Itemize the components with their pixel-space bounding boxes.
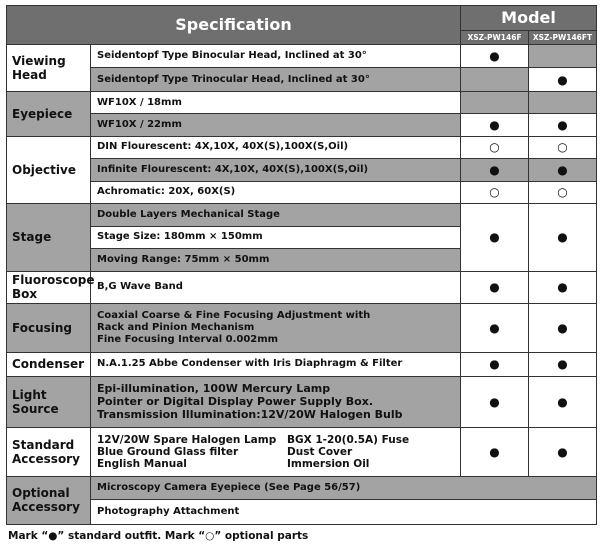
mark-achromatic-model1: ○ [461,181,529,203]
category-eyepiece: Eyepiece [7,91,91,136]
spec-condenser: N.A.1.25 Abbe Condenser with Iris Diaphragm & Filter [91,353,461,376]
category-fluoroscope-box: Fluoroscope Box [7,271,91,304]
mark-stage-model1: ● [461,204,529,271]
mark-eyepiece18-model2 [529,91,597,113]
category-focusing: Focusing [7,304,91,353]
accessory-left-2: Blue Ground Glass filter [97,445,239,458]
category-standard-accessory: Standard Accessory [7,427,91,476]
accessory-right-3: Immersion Oil [287,457,370,470]
category-viewing-head: Viewing Head [7,44,91,91]
focusing-line-2: Rack and Pinion Mechanism [97,322,255,334]
mark-din-model2: ○ [529,136,597,158]
mark-focusing-model1: ● [461,304,529,353]
mark-fluoroscope-model1: ● [461,271,529,304]
model-header: Model [461,6,597,31]
accessory-right-1: BGX 1-20(0.5A) Fuse [287,433,410,446]
mark-stage-model2: ● [529,204,597,271]
mark-light-model1: ● [461,376,529,427]
mark-binocular-model2 [529,44,597,67]
spec-standard-accessory [91,427,461,476]
mark-din-model1: ○ [461,136,529,158]
light-line-1: Epi-illumination, 100W Mercury Lamp [97,382,331,396]
spec-camera-eyepiece: Microscopy Camera Eyepiece (See Page 56/57) [91,476,597,499]
spec-trinocular-head: Seidentopf Type Trinocular Head, Inclined at 30° [91,68,461,91]
spec-light-source [91,376,461,427]
light-line-3: Transmission Illumination:12V/20W Halogen Bulb [97,408,403,422]
spec-eyepiece-22mm: WF10X / 22mm [91,114,461,136]
mark-infinite-model2: ● [529,159,597,181]
spec-moving-range: Moving Range: 75mm × 50mm [91,249,461,271]
spec-double-layers-stage: Double Layers Mechanical Stage [91,204,461,226]
mark-standard-model2: ● [529,427,597,476]
mark-condenser-model2: ● [529,353,597,376]
spec-achromatic: Achromatic: 20X, 60X(S) [91,181,461,203]
spec-eyepiece-18mm: WF10X / 18mm [91,91,461,113]
mark-achromatic-model2: ○ [529,181,597,203]
accessory-left-1: 12V/20W Spare Halogen Lamp [97,433,277,446]
spec-stage-size: Stage Size: 180mm × 150mm [91,226,461,248]
mark-condenser-model1: ● [461,353,529,376]
legend-note: Mark “●” standard outfit. Mark “○” optional parts [8,530,309,542]
mark-binocular-model1: ● [461,44,529,67]
mark-infinite-model1: ● [461,159,529,181]
category-stage: Stage [7,204,91,271]
category-condenser: Condenser [7,353,91,376]
category-light-source: Light Source [7,376,91,427]
mark-eyepiece22-model2: ● [529,114,597,136]
focusing-line-3: Fine Focusing Interval 0.002mm [97,334,279,346]
light-line-2: Pointer or Digital Display Power Supply Box. [97,395,373,409]
spec-binocular-head: Seidentopf Type Binocular Head, Inclined at 30° [91,44,461,67]
accessory-left-3: English Manual [97,457,187,470]
spec-infinite-flourescent: Infinite Flourescent: 4X,10X, 40X(S),100X(S,Oil) [91,159,461,181]
mark-fluoroscope-model2: ● [529,271,597,304]
accessory-right-2: Dust Cover [287,445,353,458]
spec-photography-attachment: Photography Attachment [91,500,597,525]
mark-focusing-model2: ● [529,304,597,353]
category-optional-accessory: Optional Accessory [7,476,91,524]
spec-din-flourescent: DIN Flourescent: 4X,10X, 40X(S),100X(S,Oil) [91,136,461,158]
mark-eyepiece22-model1: ● [461,114,529,136]
mark-trinocular-model1 [461,68,529,91]
category-objective: Objective [7,136,91,203]
specification-header: Specification [7,6,461,45]
mark-eyepiece18-model1 [461,91,529,113]
focusing-line-1: Coaxial Coarse & Fine Focusing Adjustment with [97,310,371,322]
spec-focusing [91,304,461,353]
model-name-2: XSZ-PW146FT [529,30,597,44]
spec-wave-band: B,G Wave Band [91,271,461,304]
mark-standard-model1: ● [461,427,529,476]
model-name-1: XSZ-PW146F [461,30,529,44]
mark-light-model2: ● [529,376,597,427]
mark-trinocular-model2: ● [529,68,597,91]
specification-table [6,5,597,525]
